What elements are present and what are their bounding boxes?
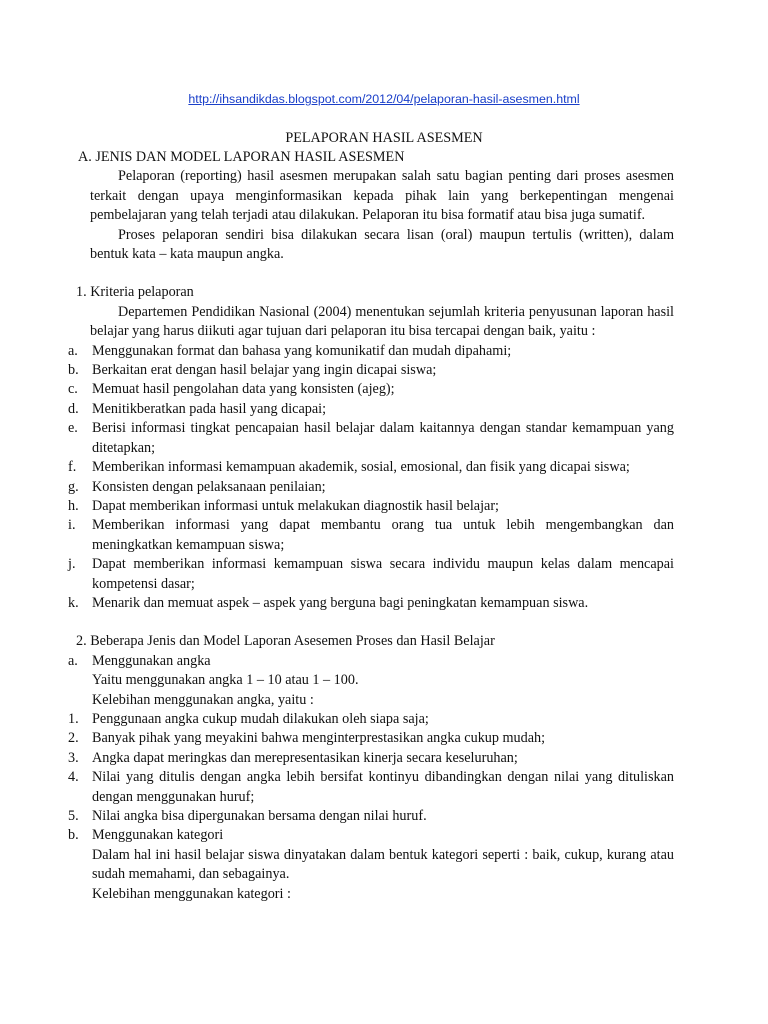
list-item (68, 400, 674, 419)
list-marker: 1. (68, 710, 79, 727)
list-text: Dapat memberikan informasi untuk melakukan diagnostik hasil belajar; (92, 497, 499, 514)
list-text: Dapat memberikan informasi kemampuan siswa secara individu maupun kelas dalam mencapai kompetensi dasar; (92, 556, 674, 592)
list-text: Berisi informasi tingkat pencapaian hasil belajar dalam kaitannya dengan standar kemampuan yang ditetapkan; (92, 420, 674, 456)
list-marker: a. (68, 652, 78, 669)
section-a-heading: A. JENIS DAN MODEL LAPORAN HASIL ASESMEN (78, 149, 405, 165)
document-body (68, 148, 674, 904)
list-marker: g. (68, 478, 79, 495)
list-marker: c. (68, 381, 78, 398)
list-text: Menarik dan memuat aspek – aspek yang berguna bagi peningkatan kemampuan siswa. (92, 594, 589, 611)
list-text: Penggunaan angka cukup mudah dilakukan oleh siapa saja; (92, 710, 429, 727)
subsection-b-title: Menggunakan kategori (92, 827, 224, 844)
list-text: Menggunakan format dan bahasa yang komunikatif dan mudah dipahami; (92, 342, 512, 359)
kriteria-intro: Departemen Pendidikan Nasional (2004) menentukan sejumlah kriteria penyusunan laporan hasil belajar yang harus diikuti agar tujuan dari pelaporan itu bisa tercapai dengan baik, yaitu : (90, 303, 674, 340)
subsection-a-line-1: Yaitu menggunakan angka 1 – 10 atau 1 – 100. (92, 672, 359, 689)
list-marker: 4. (68, 769, 79, 786)
list-marker: d. (68, 400, 79, 417)
subsection-b (68, 826, 674, 845)
list-item (68, 478, 674, 497)
list-item (68, 768, 674, 807)
list-item (68, 594, 674, 613)
list-marker: 5. (68, 808, 79, 824)
subsection-a-line-2: Kelebihan menggunakan angka, yaitu : (92, 691, 314, 708)
list-item (68, 458, 674, 477)
source-url-link[interactable]: http://ihsandikdas.blogspot.com/2012/04/pelaporan-hasil-asesmen.html (188, 92, 580, 106)
list-item (68, 710, 674, 729)
jenis-heading: 2. Beberapa Jenis dan Model Laporan Asesemen Proses dan Hasil Belajar (76, 633, 495, 650)
subsection-a (68, 652, 674, 671)
list-text: Konsisten dengan pelaksanaan penilaian; (92, 478, 326, 495)
spacer (68, 264, 674, 283)
kriteria-heading: 1. Kriteria pelaporan (76, 284, 194, 301)
list-marker: e. (68, 420, 78, 437)
list-marker: h. (68, 497, 79, 514)
list-marker: i. (68, 517, 76, 534)
list-text: Berkaitan erat dengan hasil belajar yang ingin dicapai siswa; (92, 362, 437, 379)
list-item (68, 419, 674, 458)
list-text: Nilai angka bisa dipergunakan bersama dengan nilai huruf. (92, 808, 427, 824)
list-text: Memberikan informasi yang dapat membantu orang tua untuk lebih mengembangkan dan meningkatkan kemampuan siswa; (92, 517, 674, 553)
list-marker: 2. (68, 730, 79, 747)
list-marker: a. (68, 342, 78, 359)
list-text: Banyak pihak yang meyakini bahwa menginterprestasikan angka cukup mudah; (92, 730, 546, 747)
subsection-b-line-2: Kelebihan menggunakan kategori : (92, 885, 291, 902)
list-item (68, 749, 674, 768)
list-item (68, 361, 674, 380)
spacer (68, 613, 674, 632)
intro-paragraph-1: Pelaporan (reporting) hasil asesmen merupakan salah satu bagian penting dari proses asesmen terkait dengan upaya menginformasikan kepada pihak lain yang berkepentingan mengenai pembelajaran yang telah terjadi atau dilakukan. Pelaporan itu bisa formatif atau bisa juga sumatif. (90, 168, 674, 224)
list-item (68, 380, 674, 399)
subsection-b-line-1: Dalam hal ini hasil belajar siswa dinyatakan dalam bentuk kategori seperti : baik, cukup, kurang atau sudah memahami, dan sebagainya. (92, 846, 674, 883)
list-item (68, 516, 674, 555)
list-item (68, 497, 674, 516)
list-item (68, 729, 674, 748)
intro-paragraph-2: Proses pelaporan sendiri bisa dilakukan secara lisan (oral) maupun tertulis (written), dalam bentuk kata – kata maupun angka. (90, 226, 674, 263)
subsection-a-title: Menggunakan angka (92, 652, 211, 669)
list-item (68, 555, 674, 594)
list-marker: 3. (68, 749, 79, 766)
list-item (68, 807, 674, 826)
list-text: Nilai yang ditulis dengan angka lebih bersifat kontinyu dibandingkan dengan nilai yang dituliskan dengan menggunakan huruf; (92, 769, 674, 805)
list-item (68, 342, 674, 361)
list-marker: b. (68, 827, 79, 844)
list-marker: b. (68, 362, 79, 379)
list-text: Memberikan informasi kemampuan akademik, sosial, emosional, dan fisik yang dicapai siswa; (92, 459, 630, 476)
list-text: Menitikberatkan pada hasil yang dicapai; (92, 400, 327, 417)
list-text: Angka dapat meringkas dan merepresentasikan kinerja secara keseluruhan; (92, 749, 518, 766)
list-marker: f. (68, 459, 77, 476)
list-text: Memuat hasil pengolahan data yang konsisten (ajeg); (92, 381, 395, 398)
page-title: PELAPORAN HASIL ASESMEN (285, 130, 483, 146)
list-marker: k. (68, 594, 79, 611)
list-marker: j. (68, 556, 76, 573)
